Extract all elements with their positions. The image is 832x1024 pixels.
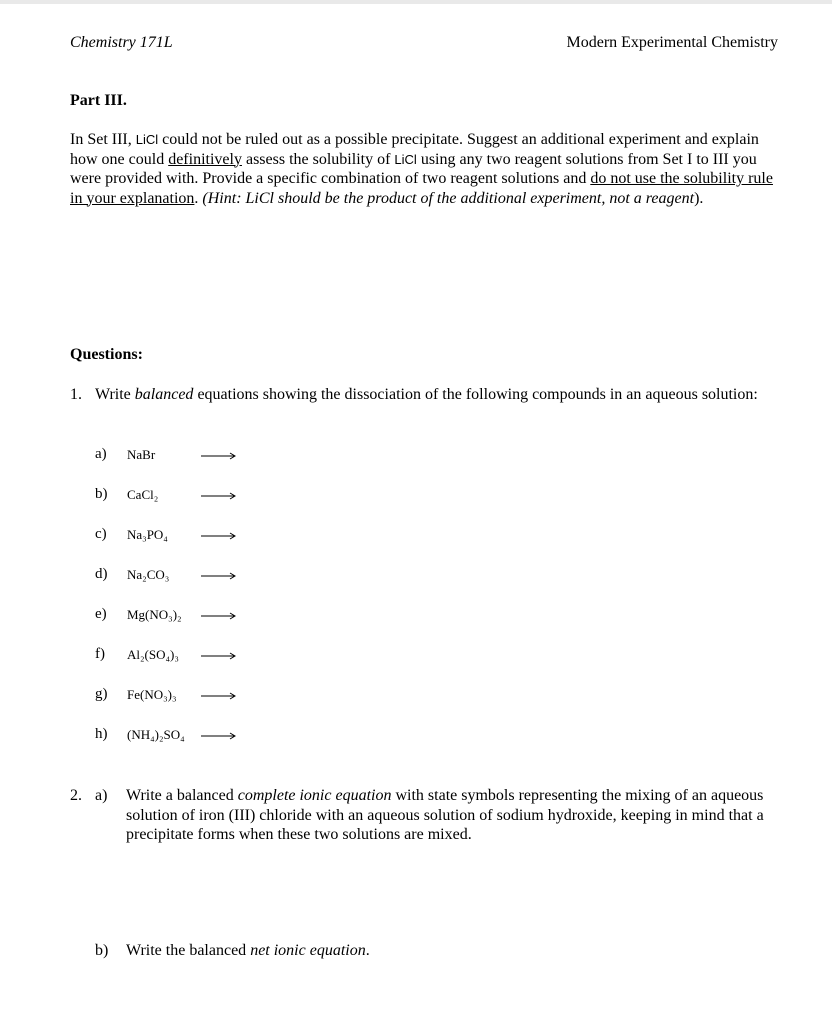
formula: Al₂(SO₄)₃: [127, 647, 179, 662]
question-2b: b) Write the balanced net ionic equation.: [95, 942, 370, 959]
part-title: Part III.: [70, 92, 127, 109]
reaction-arrow-icon: [201, 572, 237, 580]
item-label: a): [95, 446, 107, 462]
formula: Fe(NO₃)₃: [127, 687, 177, 702]
emphasis: balanced: [134, 386, 194, 403]
para-text: assess the solubility of: [241, 150, 395, 168]
item-label: h): [95, 726, 108, 742]
course-code: Chemistry 171L: [70, 34, 173, 51]
questions-title: Questions:: [70, 346, 143, 363]
item-label: c): [95, 526, 107, 542]
formula: Na₃PO₄: [127, 527, 168, 542]
item-label: g): [95, 686, 108, 702]
para-text: could not be ruled out as a possible precipitate. Suggest an additional experiment and explain how one could: [70, 131, 759, 168]
reaction-arrow-icon: [201, 692, 237, 700]
para-text: In Set III,: [70, 131, 136, 148]
question-1: [70, 385, 770, 405]
item-label: d): [95, 566, 108, 582]
item-label: e): [95, 606, 107, 622]
licl-formula: LiCl: [394, 151, 417, 167]
para-text: .: [194, 189, 203, 207]
formula: CaCl₂: [127, 487, 159, 502]
licl-formula: LiCl: [135, 132, 159, 147]
question-1-text: Write balanced equations showing the dissociation of the following compounds in an aqueous solution:: [95, 386, 758, 403]
question-number: 1.: [70, 386, 82, 403]
sub-label: a): [95, 787, 108, 804]
reaction-arrow-icon: [201, 732, 237, 740]
formula: (NH₄)₂SO₄: [127, 727, 185, 742]
formula: Mg(NO₃)₂: [127, 607, 182, 622]
emphasis: net ionic equation: [250, 942, 366, 959]
question-2a-text: Write a balanced complete ionic equation with state symbols representing the mixing of an aqueous solution of iron (III) chloride with an aqueous solution of sodium hydroxide, keeping in mind that a precipitate forms when these two solutions are mixed.: [126, 787, 764, 843]
reaction-arrow-icon: [201, 492, 237, 500]
reaction-arrow-icon: [201, 652, 237, 660]
reaction-arrow-icon: [201, 452, 237, 460]
reaction-arrow-icon: [201, 532, 237, 540]
sub-label: b): [95, 942, 109, 959]
reaction-arrow-icon: [201, 612, 237, 620]
question-2: [70, 786, 770, 845]
part-iii-paragraph: [70, 130, 782, 208]
question-number: 2.: [70, 787, 82, 804]
definitively-underlined: definitively: [168, 150, 242, 168]
para-text: ).: [694, 189, 704, 207]
item-label: b): [95, 486, 108, 502]
top-border: [0, 0, 832, 4]
item-label: f): [95, 646, 105, 662]
hint-text: (Hint: LiCl should be the product of the additional experiment, not a reagent: [202, 189, 695, 207]
underlined-instruction: do not use the solubility rule in your explanation: [70, 170, 773, 207]
formula: Na₂CO₃: [127, 567, 170, 582]
emphasis: complete ionic equation: [237, 787, 392, 804]
formula: NaBr: [127, 447, 156, 462]
para-text: using any two reagent solutions from Set I to III you were provided with. Provide a specific combination of two reagent solutions and: [70, 150, 757, 187]
course-title: Modern Experimental Chemistry: [566, 34, 778, 51]
